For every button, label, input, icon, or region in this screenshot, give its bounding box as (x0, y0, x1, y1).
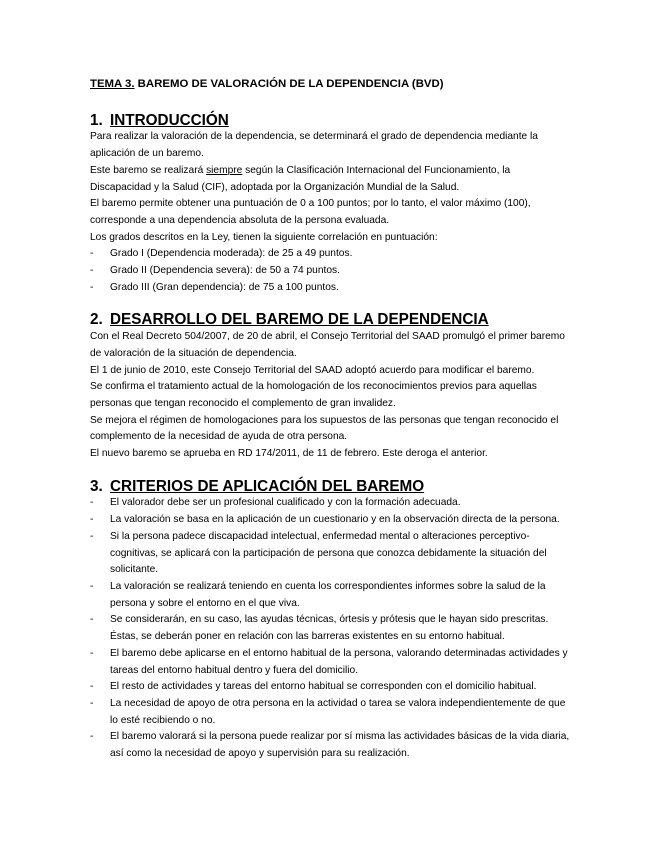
bullet-marker: - (90, 647, 94, 659)
paragraph: Con el Real Decreto 504/2007, de 20 de abril, el Consejo Territorial del SAAD promulgó el primer baremo de valoración de la situación de dependencia. (90, 331, 565, 359)
paragraph: El baremo permite obtener una puntuación de 0 a 100 puntos; por lo tanto, el valor máximo (100), corresponde a una dependencia absoluta de la persona evaluada. (90, 198, 531, 226)
bullet-marker: - (90, 731, 94, 743)
list-item-text: El resto de actividades y tareas del entorno habitual se corresponden con el domicilio habitual. (110, 681, 537, 693)
bullet-marker: - (90, 514, 94, 526)
section-criterios (90, 479, 570, 763)
paragraph: Se mejora el régimen de homologaciones para los supuestos de las personas que tengan reconocido el complemento de la necesidad de ayuda de otra persona. (90, 414, 559, 443)
bullet-marker: - (90, 697, 94, 709)
list-item-text: El valorador debe ser un profesional cualificado y con la formación adecuada. (110, 497, 461, 509)
bullet-marker: - (90, 580, 94, 592)
list-item-text: El baremo debe aplicarse en el entorno habitual de la persona, valorando determinadas actividades y tareas del entorno habitual dentro y fuera del domicilio. (110, 647, 568, 676)
list-item (90, 246, 570, 263)
bullet-marker: - (90, 497, 94, 509)
list-item-text: Grado II (Dependencia severa): de 50 a 74 puntos. (110, 265, 340, 277)
section-heading (90, 312, 570, 329)
list-item-text: La valoración se basa en la aplicación de un cuestionario y en la observación directa de la persona. (110, 514, 560, 526)
section-heading (90, 479, 570, 496)
paragraph (90, 163, 570, 196)
list-item-text: Se considerarán, en su caso, las ayudas técnicas, órtesis y prótesis que le hayan sido prescritas. Éstas, se deberán poner en relación con las barreras existentes en su entorno habitual. (110, 614, 549, 643)
paragraph-text: según la Clasificación Internacional del Funcionamiento, la Discapacidad y la Salud (CIF), adoptada por la Organización Mundial de la Salud. (90, 164, 511, 193)
list-item (90, 495, 570, 512)
list-item-text: El baremo valorará si la persona puede realizar por sí misma las actividades básicas de la vida diaria, así como la necesidad de apoyo y supervisión para su realización. (110, 731, 570, 760)
section-title: DESARROLLO DEL BAREMO DE LA DEPENDENCIA (110, 311, 489, 329)
bullet-marker: - (90, 614, 94, 626)
bullet-marker: - (90, 530, 94, 542)
list-item (90, 512, 570, 529)
title-text: BAREMO DE VALORACIÓN DE LA DEPENDENCIA (BVD) (134, 78, 444, 90)
bullet-marker: - (90, 281, 94, 293)
list-item-text: Grado I (Dependencia moderada): de 25 a 49 puntos. (110, 248, 353, 260)
section-desarrollo (90, 312, 570, 462)
bullet-marker: - (90, 248, 94, 260)
bullet-list (90, 495, 570, 762)
list-item (90, 529, 570, 579)
list-item (90, 280, 570, 297)
paragraph-text: Este baremo se realizará (90, 164, 207, 176)
underlined-word: siempre (206, 164, 243, 176)
list-item (90, 579, 570, 612)
section-number: 1. (90, 111, 103, 129)
list-item-text: Grado III (Gran dependencia): de 75 a 100 puntos. (110, 281, 339, 293)
paragraph: El 1 de junio de 2010, este Consejo Territorial del SAAD adoptó acuerdo para modificar el baremo. (90, 364, 535, 376)
list-item-text: La valoración se realizará teniendo en cuenta los correspondientes informes sobre la salud de la persona y sobre el entorno en el que viva. (110, 580, 546, 609)
document-title (90, 76, 570, 93)
document-page (90, 76, 570, 779)
list-item (90, 646, 570, 679)
section-introduccion (90, 113, 570, 297)
list-item-text: Si la persona padece discapacidad intelectual, enfermedad mental o alteraciones perceptivo-cognitivas, se aplicará con la participación de persona que conozca debidamente la situación del solicitante. (110, 530, 547, 576)
section-title: CRITERIOS DE APLICACIÓN DEL BAREMO (110, 477, 425, 495)
list-item (90, 679, 570, 696)
list-item (90, 696, 570, 729)
bullet-marker: - (90, 681, 94, 693)
section-number: 3. (90, 477, 103, 495)
section-number: 2. (90, 311, 103, 329)
paragraph: El nuevo baremo se aprueba en RD 174/2011, de 11 de febrero. Este deroga el anterior. (90, 448, 488, 460)
bullet-marker: - (90, 265, 94, 277)
list-item-text: La necesidad de apoyo de otra persona en la actividad o tarea se valora independientemente de que lo esté recibiendo o no. (110, 697, 566, 726)
bullet-list (90, 246, 570, 296)
paragraph: Los grados descritos en la Ley, tienen la siguiente correlación en puntuación: (90, 231, 438, 243)
section-title: INTRODUCCIÓN (110, 111, 229, 129)
paragraph: Se confirma el tratamiento actual de la homologación de los reconocimientos previos para aquellas personas que tengan reconocido el complemento de gran invalidez. (90, 381, 537, 409)
list-item (90, 263, 570, 280)
list-item (90, 729, 570, 762)
list-item (90, 612, 570, 645)
paragraph: Para realizar la valoración de la dependencia, se determinará el grado de dependencia mediante la aplicación de un baremo. (90, 131, 538, 160)
section-heading (90, 113, 570, 130)
title-tema-number: TEMA 3. (90, 78, 135, 90)
